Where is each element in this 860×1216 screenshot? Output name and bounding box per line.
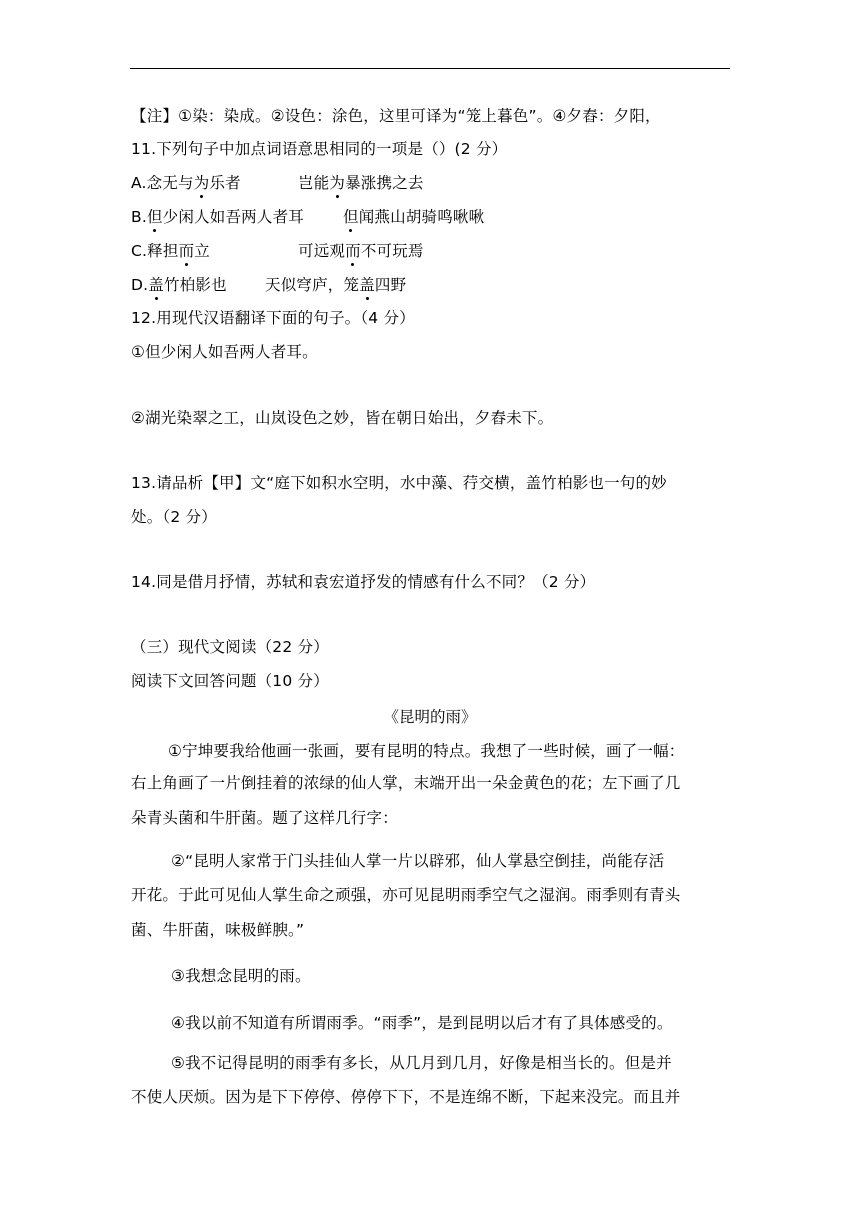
question-11-stem: 11.下列句子中加点词语意思相同的一项是（）(2 分） <box>131 140 508 158</box>
paragraph-1-line-3: 朵青头菌和牛肝菌。题了这样几行字： <box>131 809 398 827</box>
paragraph-1-line-1: ①宁坤要我给他画一张画，要有昆明的特点。我想了一些时候，画了一幅： <box>168 742 685 760</box>
dotted-word: 为 <box>193 174 210 192</box>
section-heading: （三）现代文阅读（22 分） <box>131 638 329 656</box>
option-c-right: 可远观而不可玩焉 <box>298 242 424 260</box>
option-c-left: C.释担而立 <box>131 242 210 260</box>
dotted-word: 盖 <box>359 276 375 294</box>
question-12-stem: 12.用现代汉语翻译下面的句子。（4 分） <box>131 309 415 327</box>
paragraph-5-line-2: 不使人厌烦。因为是下下停停、停停下下，不是连绵不断，下起来没完。而且并 <box>131 1088 681 1106</box>
paragraph-2-line-2: 开花。于此可见仙人掌生命之顽强，亦可见昆明雨季空气之湿润。雨季则有青头 <box>131 886 681 904</box>
option-d-left: D.盖竹柏影也 <box>131 276 227 294</box>
question-14: 14.同是借月抒情，苏轼和袁宏道抒发的情感有什么不同？（2 分） <box>131 573 596 591</box>
paragraph-5-line-1: ⑤我不记得昆明的雨季有多长，从几月到几月，好像是相当长的。但是并 <box>171 1054 672 1072</box>
paragraph-1-line-2: 右上角画了一片倒挂着的浓绿的仙人掌，末端开出一朵金黄色的花；左下画了几 <box>131 774 681 792</box>
question-13-line-2: 处。（2 分） <box>131 508 217 526</box>
option-b-right: 但闻燕山胡骑鸣啾啾 <box>343 208 485 226</box>
q11-option-c <box>131 241 424 261</box>
dotted-word: 但 <box>343 208 359 226</box>
q11-option-a <box>131 173 424 193</box>
reading-instruction: 阅读下文回答问题（10 分） <box>131 672 329 690</box>
dotted-word: 而 <box>345 242 361 260</box>
dotted-word: 但 <box>146 208 163 226</box>
option-b-left: B.但少闲人如吾两人者耳 <box>131 208 304 226</box>
dotted-word: 盖 <box>148 276 164 294</box>
passage-title: 《昆明的雨》 <box>383 708 477 726</box>
paragraph-4: ④我以前不知道有所谓雨季。“雨季”，是到昆明以后才有了具体感受的。 <box>171 1014 673 1032</box>
header-rule <box>130 68 730 69</box>
paragraph-2-line-3: 菌、牛肝菌，味极鲜腴。” <box>131 921 305 939</box>
footnote: 【注】①染：染成。②设色：涂色，这里可译为“笼上暮色”。④夕舂：夕阳， <box>131 107 661 125</box>
dotted-word: 为 <box>329 174 346 192</box>
option-a-left: A.念无与为乐者 <box>131 174 241 192</box>
q11-option-d <box>131 275 406 295</box>
question-13-line-1: 13.请品析【甲】文“庭下如积水空明，水中藻、荇交横，盖竹柏影也一句的妙 <box>131 474 667 492</box>
question-12-item-2: ②湖光染翠之工，山岚设色之妙，皆在朝日始出，夕舂未下。 <box>131 409 554 427</box>
paragraph-3: ③我想念昆明的雨。 <box>171 967 311 985</box>
dotted-word: 而 <box>178 242 195 260</box>
option-a-right: 岂能为暴涨携之去 <box>298 174 424 192</box>
option-d-right: 天似穹庐，笼盖四野 <box>265 276 407 294</box>
paragraph-2-line-1: ②“昆明人家常于门头挂仙人掌一片以辟邪，仙人掌悬空倒挂，尚能存活 <box>171 852 665 870</box>
question-12-item-1: ①但少闲人如吾两人者耳。 <box>131 343 318 361</box>
q11-option-b <box>131 207 484 227</box>
